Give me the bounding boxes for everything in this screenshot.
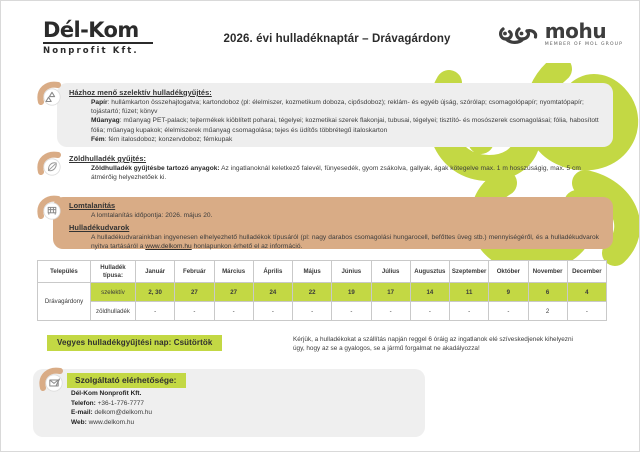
mohu-logo-word: mohu <box>544 19 607 43</box>
recycle-triangle-icon <box>37 81 67 111</box>
selective-plastic-text: : műanyag PET-palack; tejtermékek kiöblített poharai, tégelyei; kozmetikai szerek flakonjai, tubusai, tégelyei; tisztító- és mosószerek csomagolásai; fólia, habosított fólia; műanyag kupakok; élelmiszerek műanyag csomagolása; tejes és üdítős többrétegű italoskarton <box>91 117 599 134</box>
contact-web <box>71 418 152 428</box>
mohu-logo <box>497 21 623 48</box>
page-title: 2026. évi hulladéknaptár – Drávagárdony <box>223 33 451 45</box>
table-cell-green-5: - <box>332 302 371 321</box>
table-header-month-2: Március <box>214 261 253 283</box>
table-header-month-10: November <box>528 261 567 283</box>
green-waste-body <box>69 164 603 182</box>
table-header-month-3: Április <box>253 261 292 283</box>
table-cell-sel-7: 14 <box>410 283 449 302</box>
mohu-owl-icon <box>497 23 539 45</box>
furniture-icon <box>37 195 67 225</box>
table-cell-green-11: - <box>567 302 606 321</box>
selective-metal-text: : fém italosdoboz; konzervdoboz; fémkupak <box>104 135 233 143</box>
selective-metal-line <box>69 135 603 144</box>
table-header-type: Hulladék típusa: <box>91 261 136 283</box>
table-cell-sel-2: 27 <box>214 283 253 302</box>
placement-notice-text: Kérjük, a hulladékokat a szállítás napján reggel 6 óráig az ingatlanok elé szíveskedjenek kihelyezni úgy, hogy az se a gyalogos, se a jármű forgalmat ne akadályozza! <box>293 336 573 353</box>
table-header-month-0: Január <box>136 261 175 283</box>
table-row <box>38 302 607 321</box>
table-cell-green-0: - <box>136 302 175 321</box>
delkom-logo-subtitle: Nonprofit Kft. <box>43 46 139 56</box>
table-cell-type-selective: szelektív <box>91 283 136 302</box>
delkom-logo <box>43 19 193 56</box>
table-row <box>38 283 607 302</box>
contact-details <box>71 389 152 427</box>
table-cell-town: Drávagárdony <box>38 283 91 321</box>
table-cell-green-8: - <box>450 302 489 321</box>
table-cell-sel-4: 22 <box>293 283 332 302</box>
contact-company <box>71 389 152 399</box>
envelope-pen-icon <box>39 367 69 397</box>
waste-yards-body <box>69 233 599 251</box>
table-header-month-7: Augusztus <box>410 261 449 283</box>
leaf-circle-icon <box>37 151 67 181</box>
selective-metal-label: Fém <box>91 135 105 143</box>
table-cell-sel-5: 19 <box>332 283 371 302</box>
green-waste-panel <box>57 153 613 189</box>
contact-phone-value[interactable]: +36-1-776-7777 <box>95 399 145 407</box>
collection-calendar-table <box>37 260 607 321</box>
contact-phone-label: Telefon: <box>71 399 96 407</box>
table-cell-sel-10: 6 <box>528 283 567 302</box>
selective-paper-label: Papír <box>91 99 108 106</box>
contact-heading: Szolgáltató elérhetősége: <box>67 373 186 388</box>
table-cell-green-7: - <box>410 302 449 321</box>
table-cell-sel-11: 4 <box>567 283 606 302</box>
bulky-waste-panel <box>53 197 613 249</box>
contact-email-label: E-mail: <box>71 409 93 417</box>
table-cell-sel-0: 2, 30 <box>136 283 175 302</box>
table-cell-sel-1: 27 <box>175 283 214 302</box>
contact-web-label: Web: <box>71 418 87 426</box>
delkom-logo-rule <box>43 42 153 44</box>
table-cell-sel-9: 9 <box>489 283 528 302</box>
table-cell-green-10: 2 <box>528 302 567 321</box>
selective-plastic-label: Műanyag <box>91 117 120 125</box>
table-cell-sel-3: 24 <box>253 283 292 302</box>
table-cell-green-4: - <box>293 302 332 321</box>
mohu-logo-subtitle: MEMBER OF MOL GROUP <box>544 42 623 47</box>
mixed-waste-day-badge: Vegyes hulladékgyűjtési nap: Csütörtök <box>47 335 222 351</box>
table-header-month-11: December <box>567 261 606 283</box>
table-cell-sel-6: 17 <box>371 283 410 302</box>
waste-yards-title: Hulladékudvarok <box>69 223 130 233</box>
table-cell-green-1: - <box>175 302 214 321</box>
bulky-waste-title: Lomtalanítás <box>69 201 116 210</box>
table-header-month-8: Szeptember <box>450 261 489 283</box>
green-waste-text: Az ingatlanoknál keletkező falevél, fünyesedék, gyom zsákolva, gallyak, ágak kötegelve max. 1 m hosszúságig, max. 5 cm átmérőig helyezhetőek ki. <box>91 165 581 182</box>
selective-collection-panel <box>57 83 613 147</box>
table-cell-green-2: - <box>214 302 253 321</box>
table-cell-type-green: zöldhulladék <box>91 302 136 321</box>
contact-phone <box>71 399 152 409</box>
table-cell-green-6: - <box>371 302 410 321</box>
table-header-row <box>38 261 607 283</box>
contact-email <box>71 408 152 418</box>
table-header-month-6: Július <box>371 261 410 283</box>
contact-company-name: Dél-Kom Nonprofit Kft. <box>71 390 142 397</box>
table-header-month-9: Október <box>489 261 528 283</box>
table-header-town: Település <box>38 261 91 283</box>
bulky-waste-body: A lomtalanítás időpontja: 2026. május 20. <box>91 212 213 219</box>
waste-yards-text-2: honlapunkon érhető el az információ. <box>191 243 303 251</box>
selective-paper-text: : hullámkarton összehajtogatva; kartondoboz (pl: élelmiszer, kozmetikum doboza, cipősdoboz); reklám- és egyéb újság, szórólap; csomagolópapír; nyomtatópapír; tojástartó; füzet; könyv <box>91 99 584 116</box>
delkom-logo-name: Dél-Kom <box>43 18 139 42</box>
selective-collection-title: Házhoz menő szelektív hulladékgyűjtés: <box>69 88 212 97</box>
selective-paper-line <box>69 98 603 116</box>
contact-web-value[interactable]: www.delkom.hu <box>86 418 135 426</box>
table-header-month-5: Június <box>332 261 371 283</box>
waste-yards-text-1: A hulladékudvarainkban ingyenesen elhelyezhető hulladékok típusáról (pl: nagy darabos csomagolási hungarocell, befőttes üveg stb.) mennyiségéről, és a hulladékudvarok nyitva tartásáról a <box>91 234 599 251</box>
table-cell-sel-8: 11 <box>450 283 489 302</box>
selective-plastic-line <box>69 116 603 134</box>
contact-email-value[interactable]: delkom@delkom.hu <box>92 409 153 417</box>
green-waste-title: Zöldhulladék gyűjtés: <box>69 154 147 163</box>
page-header <box>1 1 640 67</box>
table-cell-green-9: - <box>489 302 528 321</box>
table-header-month-1: Február <box>175 261 214 283</box>
delkom-website-link[interactable]: www.delkom.hu <box>145 243 192 251</box>
table-header-month-4: Május <box>293 261 332 283</box>
green-waste-sublabel: Zöldhulladék gyűjtésbe tartozó anyagok: <box>91 165 220 172</box>
table-cell-green-3: - <box>253 302 292 321</box>
